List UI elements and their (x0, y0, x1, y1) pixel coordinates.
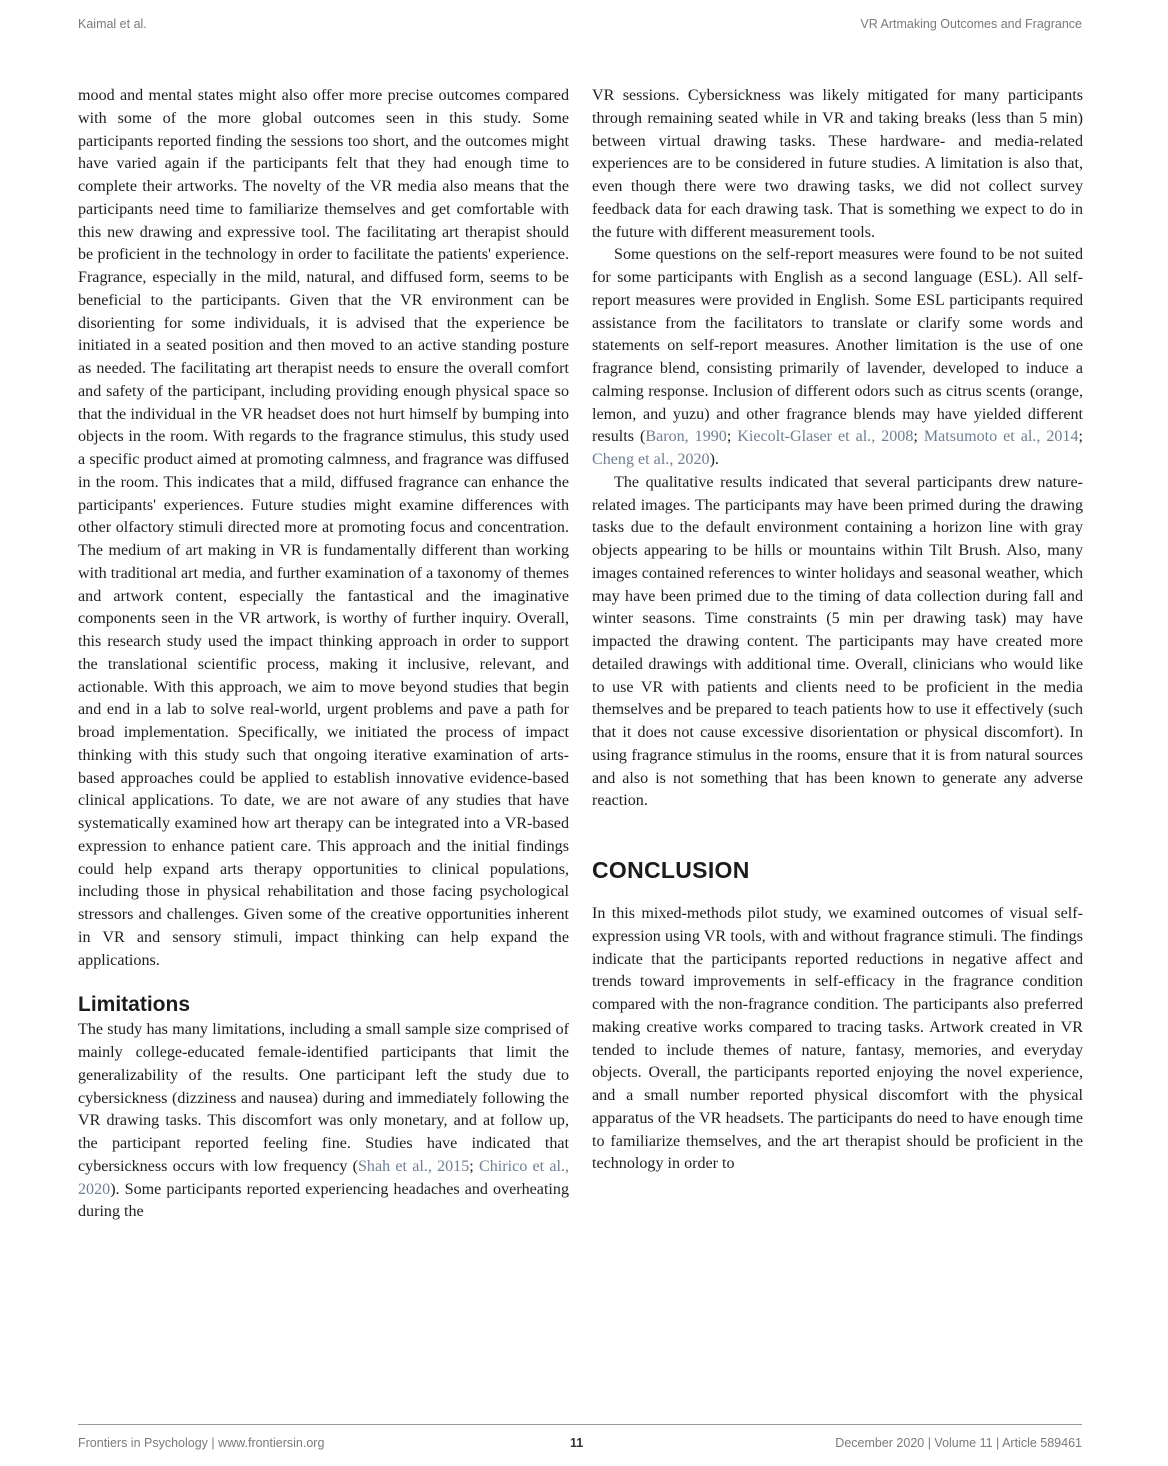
text-run: ; (913, 428, 924, 446)
conclusion-heading: CONCLUSION (592, 857, 750, 883)
running-header (78, 17, 1082, 31)
left-column (78, 85, 569, 1224)
text-run: ; (1078, 428, 1083, 446)
page-footer (78, 1436, 1082, 1450)
limitations-paragraph (78, 1019, 569, 1224)
body-paragraph: The qualitative results indicated that several participants drew nature-related images. The participants may have been primed during the drawing tasks due to the default environment containing a horizon line with gray objects appearing to be hills or mountains within Tilt Brush. Also, many images contained references to winter holidays and seasonal weather, which may have been primed due to the timing of data collection during fall and winter seasons. Time constraints (5 min per drawing task) may have impacted the drawing content. The participants may have created more detailed drawings with additional time. Overall, clinicians who would like to use VR with patients and clients need to be proficient in the media themselves and be prepared to teach patients how to use it effectively (such that it does not cause excessive disorientation or physical discomfort). In using fragrance stimulus in the rooms, ensure that it is from natural sources and also is not something that has been known to generate any adverse reaction. (592, 473, 1083, 810)
footer-issue: December 2020 | Volume 11 | Article 589461 (835, 1436, 1082, 1450)
citation-link[interactable]: Baron, 1990 (645, 428, 727, 446)
running-header-authors: Kaimal et al. (78, 17, 147, 31)
text-run: ). Some participants reported experiencing headaches and overheating during the (78, 1180, 569, 1221)
footer-divider (78, 1424, 1082, 1425)
page-number: 11 (570, 1436, 584, 1450)
citation-link[interactable]: Matsumoto et al., 2014 (923, 428, 1079, 446)
citation-link[interactable]: Shah et al., 2015 (357, 1157, 470, 1175)
running-header-title: VR Artmaking Outcomes and Fragrance (860, 17, 1082, 31)
text-run: ; (726, 428, 738, 446)
body-paragraph: VR sessions. Cybersickness was likely mitigated for many participants through remaining seated while in VR and taking breaks (less than 5 min) between virtual drawing tasks. These hardware- and media-related experiences are to be considered in future studies. A limitation is also that, even though there were two drawing tasks, we did not collect survey feedback data for each drawing task. That is something we expect to do in the future with different measurement tools. (592, 87, 1083, 241)
citation-link[interactable]: Kiecolt-Glaser et al., 2008 (737, 428, 914, 446)
text-run: The study has many limitations, including a small sample size comprised of mainly college-educated female-identified participants that limit the generalizability of the results. One participant left the study due to cybersickness (dizziness and nausea) during and immediately following the VR drawing tasks. This discomfort was only monetary, and at follow up, the participant reported feeling fine. Studies have indicated that cybersickness occurs with low frequency ( (78, 1021, 569, 1175)
conclusion-paragraph: In this mixed-methods pilot study, we examined outcomes of visual self-expression using VR tools, with and without fragrance stimuli. The findings indicate that the participants reported reductions in negative affect and trends toward improvements in self-efficacy in the fragrance condition compared with the non-fragrance condition. The participants also preferred making creative works compared to tracing tasks. Artwork created in VR tended to include themes of nature, fantasy, memories, and everyday objects. Overall, the participants reported enjoying the novel experience, and a small number reported physical discomfort with the physical apparatus of the VR headsets. The participants do need to have enough time to familiarize themselves, and the art therapist should be proficient in the technology in order to (592, 905, 1083, 1173)
body-paragraph: mood and mental states might also offer more precise outcomes compared with some of the more global outcomes seen in this study. Some participants reported finding the sessions too short, and the outcomes might have varied again if the participants felt that they had enough time to complete their artworks. The novelty of the VR media also means that the participants need time to familiarize themselves and get comfortable with this new drawing and expressive tool. The facilitating art therapist should be proficient in the technology in order to facilitate the patients' experience. Fragrance, especially in the mild, natural, and diffused form, seems to be beneficial to the participants. Given that the VR environment can be disorienting for some individuals, it is advised that the experience be initiated in a seated position and then moved to an active standing posture as needed. The facilitating art therapist needs to ensure the overall comfort and safety of the participant, including providing enough physical space so that the individual in the VR headset does not hurt himself by bumping into objects in the room. With regards to the fragrance stimulus, this study used a specific product aimed at promoting calmness, and fragrance was diffused in the room. This indicates that a mild, diffused fragrance can enhance the participants' experiences. Future studies might examine differences with other olfactory stimuli directed more at promoting focus and concentration. The medium of art making in VR is fundamentally different than working with traditional art media, and further examination of a taxonomy of themes and artwork content, especially the fantastical and the imaginative components seen in the VR artwork, is worthy of further inquiry. Overall, this research study used the impact thinking approach in order to support the translational scientific process, making it inclusive, relevant, and actionable. With this approach, we aim to move beyond studies that begin and end in a lab to solve real-world, urgent problems and pave a path for broad implementation. Specifically, we initiated the process of impact thinking with this study such that ongoing iterative examination of arts-based approaches could be applied to establish innovative evidence-based clinical applications. To date, we are not aware of any studies that have systematically examined how art therapy can be integrated into a VR-based expression to enhance patient care. This approach and the initial findings could help expand arts therapy opportunities to clinical populations, including those in physical rehabilitation and those facing psychological stressors and challenges. Given some of the creative opportunities inherent in VR and sensory stimuli, impact thinking can help expand the applications. (78, 87, 569, 969)
right-column (592, 85, 1083, 1176)
text-run: ). (709, 451, 719, 468)
text-run: ; (469, 1157, 479, 1175)
footer-journal: Frontiers in Psychology | www.frontiersin.org (78, 1436, 325, 1450)
citation-link[interactable]: Chirico et al., 2020 (78, 1157, 569, 1198)
citation-link[interactable]: Cheng et al., 2020 (592, 451, 710, 468)
text-run: Some questions on the self-report measures were found to be not suited for some participants with English as a second language (ESL). All self-report measures were provided in English. Some ESL participants required assistance from the facilitators to translate or clarify some words and statements on self-report measures. Another limitation is the use of one fragrance blend, consisting primarily of lavender, developed to induce a calming response. Inclusion of different odors such as citrus scents (orange, lemon, and yuzu) and other fragrance blends may have yielded different results ( (592, 246, 1083, 446)
limitations-heading: Limitations (78, 993, 191, 1017)
body-paragraph (592, 244, 1083, 472)
